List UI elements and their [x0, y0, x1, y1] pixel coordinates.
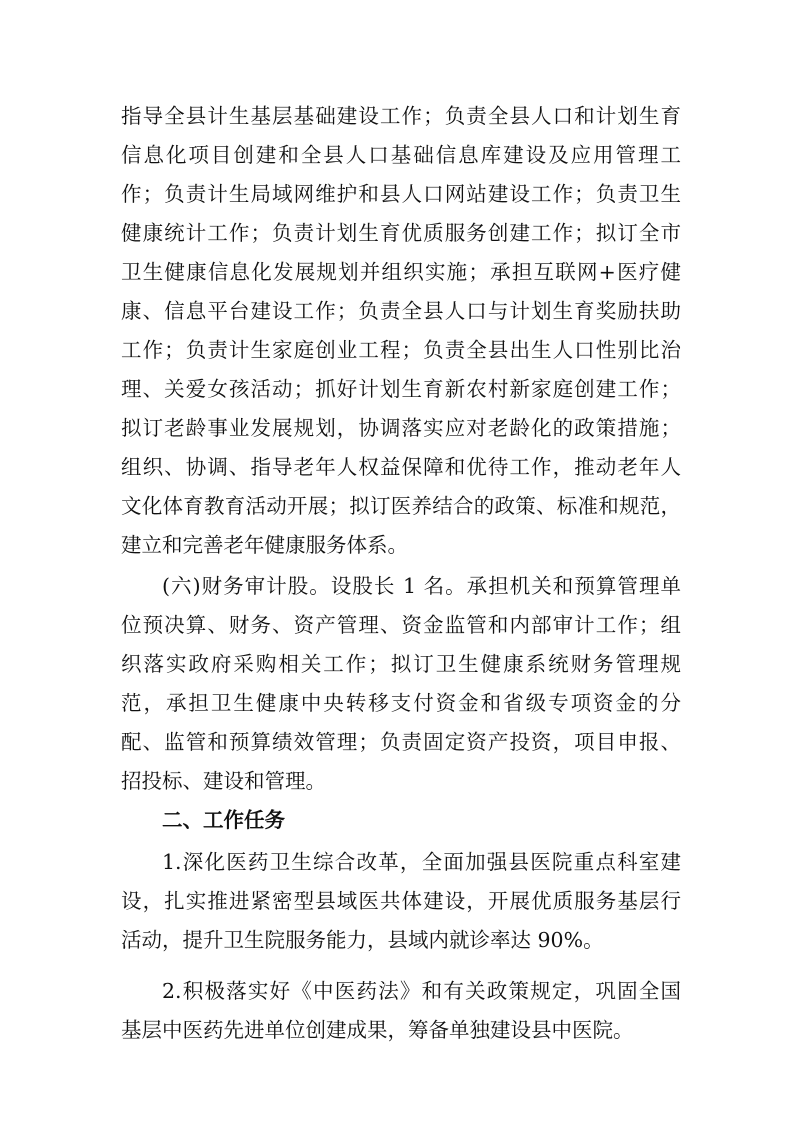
finance-paragraph-line: 范，承担卫生健康中央转移支付资金和省级专项资金的分: [121, 691, 681, 715]
finance-paragraph-line: 织落实政府采购相关工作；拟订卫生健康系统财务管理规: [121, 652, 681, 676]
finance-paragraph-line: 配、监管和预算绩效管理；负责固定资产投资，项目申报、: [121, 730, 681, 754]
body-text-line: 康、信息平台建设工作；负责全县人口与计划生育奖励扶助: [121, 299, 681, 323]
finance-paragraph-line: (六)财务审计股。设股长 1 名。承担机关和预算管理单: [162, 574, 681, 598]
body-text-line: 健康统计工作；负责计划生育优质服务创建工作；拟订全市: [121, 221, 681, 245]
task-1-line: 设，扎实推进紧密型县域医共体建设，开展优质服务基层行: [121, 889, 681, 913]
task-1-line: 1.深化医药卫生综合改革，全面加强县医院重点科室建: [162, 850, 681, 874]
body-text-line: 工作；负责计生家庭创业工程；负责全县出生人口性别比治: [121, 338, 681, 362]
body-text-line: 文化体育教育活动开展；拟订医养结合的政策、标准和规范，: [121, 494, 681, 518]
body-text-line: 指导全县计生基层基础建设工作；负责全县人口和计划生育: [121, 104, 681, 128]
finance-paragraph-line: 位预决算、财务、资产管理、资金监管和内部审计工作；组: [121, 613, 681, 637]
body-text-line: 拟订老龄事业发展规划，协调落实应对老龄化的政策措施；: [121, 416, 681, 440]
body-text-line: 信息化项目创建和全县人口基础信息库建设及应用管理工: [121, 143, 681, 167]
task-2-line: 2.积极落实好《中医药法》和有关政策规定，巩固全国: [162, 979, 681, 1003]
task-2-line: 基层中医药先进单位创建成果，筹备单独建设县中医院。: [121, 1018, 634, 1042]
body-text-line: 作；负责计生局域网维护和县人口网站建设工作；负责卫生: [121, 182, 681, 206]
body-text-line: 组织、协调、指导老年人权益保障和优待工作，推动老年人: [121, 455, 681, 479]
body-text-line: 理、关爱女孩活动；抓好计划生育新农村新家庭创建工作；: [121, 377, 681, 401]
section-heading: 二、工作任务: [162, 808, 285, 832]
body-text-line: 建立和完善老年健康服务体系。: [121, 533, 408, 557]
task-1-line: 活动，提升卫生院服务能力，县域内就诊率达 90%。: [121, 928, 604, 952]
finance-paragraph-line: 招投标、建设和管理。: [121, 769, 326, 793]
body-text-line: 卫生健康信息化发展规划并组织实施；承担互联网+医疗健: [121, 260, 681, 284]
